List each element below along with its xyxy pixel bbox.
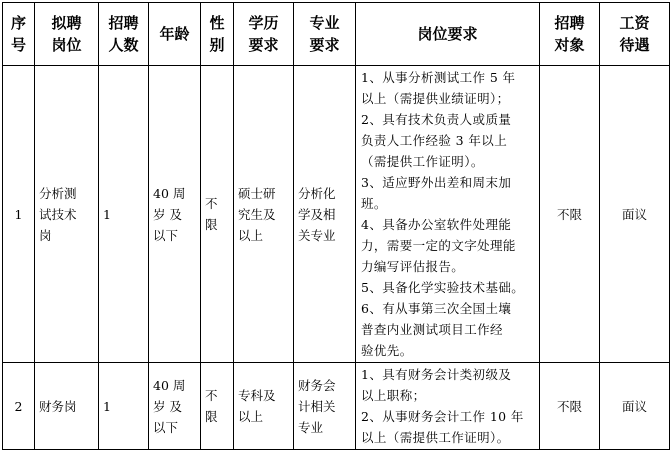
cell-requirements bbox=[356, 66, 540, 363]
requirement-line: 普查内业测试项目工作经 bbox=[361, 322, 503, 337]
requirement-line: 验优先。 bbox=[361, 343, 413, 358]
header-count: 招聘 人数 bbox=[99, 3, 149, 66]
requirement-line: 1、从事分析测试工作 5 年 bbox=[361, 70, 516, 85]
cell-salary: 面议 bbox=[600, 363, 670, 450]
cell-requirements bbox=[356, 363, 540, 450]
requirement-line: 3、适应野外出差和周末加 bbox=[361, 175, 512, 190]
header-education: 学历 要求 bbox=[234, 3, 294, 66]
cell-target: 不限 bbox=[540, 66, 600, 363]
header-age: 年龄 bbox=[149, 3, 201, 66]
cell-gender: 不 限 bbox=[201, 363, 234, 450]
header-no: 序 号 bbox=[3, 3, 35, 66]
requirement-line: 1、具有财务会计类初级及 bbox=[361, 367, 512, 382]
cell-no: 2 bbox=[3, 363, 35, 450]
header-major: 专业 要求 bbox=[294, 3, 356, 66]
cell-gender: 不 限 bbox=[201, 66, 234, 363]
header-salary: 工资 待遇 bbox=[600, 3, 670, 66]
cell-age: 40 周 岁 及 以下 bbox=[149, 66, 201, 363]
requirement-line: 以上职称； bbox=[361, 388, 426, 403]
requirement-line: 2、从事财务会计工作 10 年 bbox=[361, 409, 524, 424]
cell-major: 财务会 计相关 专业 bbox=[294, 363, 356, 450]
cell-target: 不限 bbox=[540, 363, 600, 450]
requirement-line: 5、具备化学实验技术基础。 bbox=[361, 280, 525, 295]
cell-age: 40 周 岁 及 以下 bbox=[149, 363, 201, 450]
requirement-line: 力编写评估报告。 bbox=[361, 259, 465, 274]
requirement-line: 以上（需提供业绩证明）； bbox=[361, 91, 510, 106]
cell-position: 分析测 试技术 岗 bbox=[35, 66, 99, 363]
cell-major: 分析化 学及相 关专业 bbox=[294, 66, 356, 363]
requirement-line: 负责人工作经验 3 年以上 bbox=[361, 133, 508, 148]
table-row bbox=[3, 66, 670, 363]
header-row bbox=[3, 3, 670, 66]
requirement-line: 2、具有技术负责人或质量 bbox=[361, 112, 512, 127]
cell-education: 硕士研 究生及 以上 bbox=[234, 66, 294, 363]
cell-position: 财务岗 bbox=[35, 363, 99, 450]
header-position: 拟聘 岗位 bbox=[35, 3, 99, 66]
cell-count: 1 bbox=[99, 363, 149, 450]
requirement-line: 以上（需提供工作证明）。 bbox=[361, 430, 510, 445]
header-gender: 性 别 bbox=[201, 3, 234, 66]
cell-education: 专科及 以上 bbox=[234, 363, 294, 450]
cell-count: 1 bbox=[99, 66, 149, 363]
requirement-line: 4、具备办公室软件处理能 bbox=[361, 217, 512, 232]
recruitment-table bbox=[2, 2, 670, 450]
requirement-line: 6、有从事第三次全国土壤 bbox=[361, 301, 512, 316]
requirement-line: 班。 bbox=[361, 196, 387, 211]
cell-no: 1 bbox=[3, 66, 35, 363]
requirement-line: 力，需要一定的文字处理能 bbox=[361, 238, 516, 253]
header-requirements: 岗位要求 bbox=[356, 3, 540, 66]
cell-salary: 面议 bbox=[600, 66, 670, 363]
requirement-line: （需提供工作证明）。 bbox=[361, 154, 484, 169]
table-row bbox=[3, 363, 670, 450]
header-target: 招聘 对象 bbox=[540, 3, 600, 66]
